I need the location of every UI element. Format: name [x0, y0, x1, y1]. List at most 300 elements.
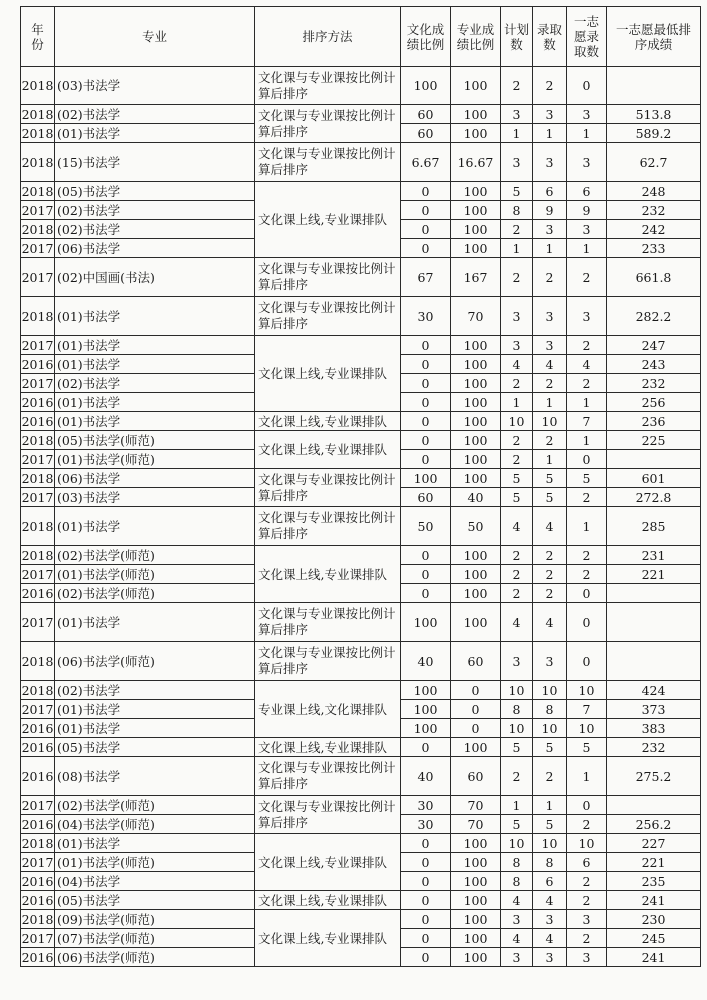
culture-ratio-cell: 0 — [401, 182, 451, 201]
min-score-cell: 221 — [607, 853, 701, 872]
first-choice-cell: 5 — [567, 738, 607, 757]
table-row — [21, 143, 701, 182]
major-cell: (01)书法学 — [55, 355, 255, 374]
culture-ratio-cell: 100 — [401, 700, 451, 719]
major-ratio-cell: 100 — [451, 450, 501, 469]
plan-cell: 8 — [501, 853, 533, 872]
admitted-cell: 1 — [533, 124, 567, 143]
first-choice-cell: 1 — [567, 757, 607, 796]
admitted-cell: 5 — [533, 469, 567, 488]
culture-ratio-cell: 30 — [401, 297, 451, 336]
culture-ratio-cell: 40 — [401, 642, 451, 681]
min-score-cell: 232 — [607, 738, 701, 757]
first-choice-cell: 3 — [567, 910, 607, 929]
min-score-cell — [607, 584, 701, 603]
year-cell: 2017 — [21, 854, 54, 870]
plan-cell: 8 — [501, 201, 533, 220]
year-cell: 2018 — [21, 143, 55, 182]
plan-cell: 5 — [501, 469, 533, 488]
first-choice-cell: 6 — [567, 182, 607, 201]
admitted-cell: 2 — [533, 584, 567, 603]
year-cell: 2018 — [21, 432, 54, 448]
major-ratio-cell: 0 — [451, 700, 501, 719]
culture-ratio-cell: 0 — [401, 336, 451, 355]
year-cell: 2017 — [21, 202, 54, 218]
admitted-cell: 10 — [533, 834, 567, 853]
admitted-cell: 2 — [533, 565, 567, 584]
table-row — [21, 105, 701, 124]
major-ratio-cell: 100 — [451, 182, 501, 201]
year-cell: 2018 — [21, 67, 55, 105]
table-row — [21, 642, 701, 681]
major-cell: (05)书法学 — [55, 738, 255, 757]
first-choice-cell: 1 — [567, 393, 607, 412]
year-cell: 2016 — [21, 873, 54, 889]
plan-cell: 4 — [501, 891, 533, 910]
major-ratio-cell: 100 — [451, 431, 501, 450]
major-ratio-cell: 60 — [451, 757, 501, 796]
header-major-ratio: 专业成绩比例 — [451, 7, 501, 67]
culture-ratio-cell: 40 — [401, 757, 451, 796]
major-ratio-cell: 100 — [451, 393, 501, 412]
min-score-cell: 230 — [607, 910, 701, 929]
min-score-cell: 232 — [607, 201, 701, 220]
plan-cell: 10 — [501, 412, 533, 431]
method-cell: 文化课与专业课按比例计算后排序 — [255, 258, 401, 297]
major-ratio-cell: 100 — [451, 67, 501, 105]
year-cell: 2018 — [21, 911, 54, 927]
method-cell: 文化课上线,专业课排队 — [255, 431, 401, 469]
method-cell: 文化课与专业课按比例计算后排序 — [255, 67, 401, 105]
method-cell: 文化课与专业课按比例计算后排序 — [255, 469, 401, 507]
admitted-cell: 3 — [533, 642, 567, 681]
year-cell: 2018 — [21, 221, 54, 237]
major-ratio-cell: 100 — [451, 546, 501, 565]
major-ratio-cell: 70 — [451, 815, 501, 834]
min-score-cell — [607, 796, 701, 815]
major-cell: (01)书法学 — [55, 412, 255, 431]
first-choice-cell: 2 — [567, 565, 607, 584]
culture-ratio-cell: 100 — [401, 681, 451, 700]
min-score-cell: 243 — [607, 355, 701, 374]
major-ratio-cell: 100 — [451, 948, 501, 967]
plan-cell: 5 — [501, 488, 533, 507]
major-ratio-cell: 100 — [451, 910, 501, 929]
major-ratio-cell: 60 — [451, 642, 501, 681]
major-cell: (06)书法学 — [55, 239, 255, 258]
first-choice-cell: 9 — [567, 201, 607, 220]
plan-cell: 5 — [501, 738, 533, 757]
min-score-cell: 275.2 — [607, 757, 701, 796]
major-cell: (02)书法学(师范) — [55, 584, 255, 603]
admitted-cell: 3 — [533, 220, 567, 239]
admitted-cell: 3 — [533, 336, 567, 355]
plan-cell: 4 — [501, 355, 533, 374]
admitted-cell: 1 — [533, 450, 567, 469]
plan-cell: 8 — [501, 872, 533, 891]
admitted-cell: 2 — [533, 67, 567, 105]
admitted-cell: 3 — [533, 910, 567, 929]
major-cell: (07)书法学(师范) — [55, 929, 255, 948]
first-choice-cell: 3 — [567, 105, 607, 124]
major-ratio-cell: 100 — [451, 355, 501, 374]
min-score-cell — [607, 603, 701, 642]
method-cell: 文化课与专业课按比例计算后排序 — [255, 143, 401, 182]
min-score-cell — [607, 67, 701, 105]
culture-ratio-cell: 0 — [401, 393, 451, 412]
min-score-cell: 232 — [607, 374, 701, 393]
plan-cell: 2 — [501, 584, 533, 603]
culture-ratio-cell: 50 — [401, 507, 451, 546]
plan-cell: 3 — [501, 910, 533, 929]
culture-ratio-cell: 0 — [401, 546, 451, 565]
admitted-cell: 6 — [533, 182, 567, 201]
year-cell: 2018 — [21, 835, 54, 851]
first-choice-cell: 2 — [567, 374, 607, 393]
major-ratio-cell: 0 — [451, 719, 501, 738]
major-cell: (01)书法学 — [55, 124, 255, 143]
major-ratio-cell: 100 — [451, 124, 501, 143]
first-choice-cell: 3 — [567, 297, 607, 336]
header-method: 排序方法 — [255, 7, 401, 67]
first-choice-cell: 0 — [567, 450, 607, 469]
admitted-cell: 8 — [533, 700, 567, 719]
culture-ratio-cell: 0 — [401, 431, 451, 450]
admission-table — [20, 6, 701, 967]
major-cell: (03)书法学 — [55, 67, 255, 105]
table-row — [21, 258, 701, 297]
major-ratio-cell: 100 — [451, 469, 501, 488]
table-row — [21, 67, 701, 105]
major-ratio-cell: 40 — [451, 488, 501, 507]
admitted-cell: 3 — [533, 297, 567, 336]
first-choice-cell: 1 — [567, 431, 607, 450]
first-choice-cell: 7 — [567, 700, 607, 719]
table-row — [21, 297, 701, 336]
min-score-cell: 227 — [607, 834, 701, 853]
year-cell: 2017 — [21, 603, 55, 642]
major-cell: (01)书法学(师范) — [55, 853, 255, 872]
major-cell: (01)书法学(师范) — [55, 450, 255, 469]
major-cell: (01)书法学 — [55, 719, 255, 738]
admitted-cell: 5 — [533, 488, 567, 507]
table-row — [21, 681, 701, 700]
year-cell: 2016 — [21, 739, 54, 755]
culture-ratio-cell: 0 — [401, 355, 451, 374]
culture-ratio-cell: 6.67 — [401, 143, 451, 182]
plan-cell: 3 — [501, 143, 533, 182]
method-cell: 文化课与专业课按比例计算后排序 — [255, 297, 401, 336]
year-cell: 2016 — [21, 892, 54, 908]
major-ratio-cell: 70 — [451, 297, 501, 336]
method-cell: 专业课上线,文化课排队 — [255, 681, 401, 738]
first-choice-cell: 1 — [567, 507, 607, 546]
min-score-cell: 242 — [607, 220, 701, 239]
table-row — [21, 603, 701, 642]
culture-ratio-cell: 0 — [401, 220, 451, 239]
major-cell: (05)书法学 — [55, 182, 255, 201]
first-choice-cell: 3 — [567, 948, 607, 967]
culture-ratio-cell: 60 — [401, 105, 451, 124]
table-row — [21, 336, 701, 355]
year-cell: 2018 — [21, 682, 54, 698]
culture-ratio-cell: 0 — [401, 201, 451, 220]
header-culture-ratio: 文化成绩比例 — [401, 7, 451, 67]
first-choice-cell: 6 — [567, 853, 607, 872]
method-cell: 文化课上线,专业课排队 — [255, 412, 401, 431]
admitted-cell: 4 — [533, 355, 567, 374]
first-choice-cell: 7 — [567, 412, 607, 431]
plan-cell: 4 — [501, 507, 533, 546]
year-cell: 2018 — [21, 470, 54, 486]
culture-ratio-cell: 30 — [401, 796, 451, 815]
min-score-cell: 285 — [607, 507, 701, 546]
header-row — [21, 7, 701, 67]
admitted-cell: 8 — [533, 853, 567, 872]
year-cell: 2018 — [21, 183, 54, 199]
min-score-cell: 256.2 — [607, 815, 701, 834]
first-choice-cell: 2 — [567, 891, 607, 910]
major-cell: (02)书法学 — [55, 220, 255, 239]
first-choice-cell: 3 — [567, 143, 607, 182]
major-cell: (15)书法学 — [55, 143, 255, 182]
min-score-cell: 272.8 — [607, 488, 701, 507]
min-score-cell: 241 — [607, 891, 701, 910]
plan-cell: 5 — [501, 182, 533, 201]
plan-cell: 1 — [501, 124, 533, 143]
plan-cell: 10 — [501, 834, 533, 853]
admitted-cell: 2 — [533, 431, 567, 450]
year-cell: 2018 — [21, 106, 54, 122]
major-ratio-cell: 100 — [451, 336, 501, 355]
min-score-cell: 231 — [607, 546, 701, 565]
year-cell: 2016 — [21, 949, 54, 965]
culture-ratio-cell: 0 — [401, 565, 451, 584]
header-year: 年份 — [21, 7, 55, 67]
min-score-cell: 373 — [607, 700, 701, 719]
min-score-cell: 248 — [607, 182, 701, 201]
first-choice-cell: 5 — [567, 469, 607, 488]
min-score-cell: 661.8 — [607, 258, 701, 297]
plan-cell: 2 — [501, 565, 533, 584]
min-score-cell: 601 — [607, 469, 701, 488]
plan-cell: 1 — [501, 239, 533, 258]
culture-ratio-cell: 0 — [401, 853, 451, 872]
first-choice-cell: 2 — [567, 929, 607, 948]
admitted-cell: 3 — [533, 948, 567, 967]
min-score-cell: 225 — [607, 431, 701, 450]
culture-ratio-cell: 100 — [401, 67, 451, 105]
major-ratio-cell: 100 — [451, 220, 501, 239]
year-cell: 2018 — [21, 297, 55, 336]
admission-table-sheet — [20, 6, 701, 967]
culture-ratio-cell: 60 — [401, 488, 451, 507]
major-cell: (01)书法学 — [55, 336, 255, 355]
admitted-cell: 2 — [533, 546, 567, 565]
culture-ratio-cell: 0 — [401, 929, 451, 948]
plan-cell: 1 — [501, 393, 533, 412]
major-cell: (01)书法学 — [55, 700, 255, 719]
min-score-cell: 383 — [607, 719, 701, 738]
major-cell: (06)书法学(师范) — [55, 948, 255, 967]
culture-ratio-cell: 100 — [401, 469, 451, 488]
year-cell: 2017 — [21, 258, 55, 297]
year-cell: 2016 — [21, 816, 54, 832]
method-cell: 文化课上线,专业课排队 — [255, 182, 401, 258]
major-ratio-cell: 100 — [451, 853, 501, 872]
year-cell: 2018 — [21, 642, 55, 681]
major-ratio-cell: 100 — [451, 105, 501, 124]
first-choice-cell: 2 — [567, 815, 607, 834]
table-row — [21, 431, 701, 450]
year-cell: 2018 — [21, 507, 55, 546]
major-cell: (04)书法学 — [55, 872, 255, 891]
table-row — [21, 910, 701, 929]
min-score-cell: 256 — [607, 393, 701, 412]
major-cell: (01)书法学 — [55, 507, 255, 546]
major-ratio-cell: 100 — [451, 738, 501, 757]
min-score-cell: 233 — [607, 239, 701, 258]
admitted-cell: 2 — [533, 374, 567, 393]
table-row — [21, 507, 701, 546]
first-choice-cell: 0 — [567, 796, 607, 815]
first-choice-cell: 2 — [567, 258, 607, 297]
method-cell: 文化课上线,专业课排队 — [255, 891, 401, 910]
plan-cell: 3 — [501, 948, 533, 967]
admitted-cell: 9 — [533, 201, 567, 220]
culture-ratio-cell: 30 — [401, 815, 451, 834]
year-cell: 2017 — [21, 797, 54, 813]
year-cell: 2017 — [21, 451, 54, 467]
first-choice-cell: 2 — [567, 546, 607, 565]
first-choice-cell: 3 — [567, 220, 607, 239]
plan-cell: 2 — [501, 450, 533, 469]
plan-cell: 5 — [501, 815, 533, 834]
first-choice-cell: 2 — [567, 872, 607, 891]
culture-ratio-cell: 100 — [401, 603, 451, 642]
major-cell: (05)书法学 — [55, 891, 255, 910]
year-cell: 2016 — [21, 720, 54, 736]
major-ratio-cell: 100 — [451, 872, 501, 891]
year-cell: 2016 — [21, 394, 54, 410]
plan-cell: 4 — [501, 603, 533, 642]
major-cell: (02)书法学 — [55, 105, 255, 124]
culture-ratio-cell: 0 — [401, 374, 451, 393]
plan-cell: 2 — [501, 546, 533, 565]
table-row — [21, 546, 701, 565]
method-cell: 文化课与专业课按比例计算后排序 — [255, 507, 401, 546]
admitted-cell: 4 — [533, 603, 567, 642]
method-cell: 文化课上线,专业课排队 — [255, 336, 401, 412]
min-score-cell: 235 — [607, 872, 701, 891]
first-choice-cell: 10 — [567, 834, 607, 853]
major-cell: (06)书法学(师范) — [55, 642, 255, 681]
culture-ratio-cell: 0 — [401, 239, 451, 258]
culture-ratio-cell: 100 — [401, 719, 451, 738]
admitted-cell: 4 — [533, 891, 567, 910]
admitted-cell: 5 — [533, 738, 567, 757]
table-row — [21, 412, 701, 431]
admitted-cell: 10 — [533, 681, 567, 700]
plan-cell: 3 — [501, 336, 533, 355]
major-cell: (09)书法学(师范) — [55, 910, 255, 929]
header-admitted: 录取数 — [533, 7, 567, 67]
admitted-cell: 4 — [533, 929, 567, 948]
culture-ratio-cell: 0 — [401, 738, 451, 757]
major-ratio-cell: 100 — [451, 891, 501, 910]
year-cell: 2017 — [21, 930, 54, 946]
major-ratio-cell: 100 — [451, 239, 501, 258]
major-cell: (02)中国画(书法) — [55, 258, 255, 297]
year-cell: 2017 — [21, 240, 54, 256]
plan-cell: 3 — [501, 297, 533, 336]
min-score-cell: 62.7 — [607, 143, 701, 182]
year-cell: 2017 — [21, 375, 54, 391]
min-score-cell: 282.2 — [607, 297, 701, 336]
culture-ratio-cell: 0 — [401, 412, 451, 431]
first-choice-cell: 10 — [567, 719, 607, 738]
year-cell: 2016 — [21, 356, 54, 372]
major-ratio-cell: 100 — [451, 603, 501, 642]
min-score-cell: 589.2 — [607, 124, 701, 143]
min-score-cell — [607, 642, 701, 681]
plan-cell: 2 — [501, 67, 533, 105]
major-ratio-cell: 50 — [451, 507, 501, 546]
major-ratio-cell: 100 — [451, 584, 501, 603]
culture-ratio-cell: 67 — [401, 258, 451, 297]
min-score-cell: 236 — [607, 412, 701, 431]
year-cell: 2017 — [21, 701, 54, 717]
admitted-cell: 4 — [533, 507, 567, 546]
header-first-choice: 一志愿录取数 — [567, 7, 607, 67]
admitted-cell: 1 — [533, 393, 567, 412]
year-cell: 2017 — [21, 489, 54, 505]
major-cell: (02)书法学 — [55, 681, 255, 700]
culture-ratio-cell: 0 — [401, 450, 451, 469]
method-cell: 文化课与专业课按比例计算后排序 — [255, 757, 401, 796]
major-cell: (01)书法学 — [55, 834, 255, 853]
first-choice-cell: 10 — [567, 681, 607, 700]
method-cell: 文化课与专业课按比例计算后排序 — [255, 642, 401, 681]
table-row — [21, 834, 701, 853]
major-cell: (01)书法学(师范) — [55, 565, 255, 584]
min-score-cell: 245 — [607, 929, 701, 948]
major-cell: (08)书法学 — [55, 757, 255, 796]
year-cell: 2018 — [21, 125, 54, 141]
table-row — [21, 182, 701, 201]
method-cell: 文化课上线,专业课排队 — [255, 910, 401, 967]
major-cell: (01)书法学 — [55, 603, 255, 642]
header-min-score: 一志愿最低排序成绩 — [607, 7, 701, 67]
year-cell: 2016 — [21, 585, 54, 601]
year-cell: 2018 — [21, 547, 54, 563]
major-ratio-cell: 100 — [451, 565, 501, 584]
major-ratio-cell: 100 — [451, 201, 501, 220]
first-choice-cell: 0 — [567, 603, 607, 642]
first-choice-cell: 4 — [567, 355, 607, 374]
admitted-cell: 3 — [533, 105, 567, 124]
min-score-cell: 247 — [607, 336, 701, 355]
major-cell: (05)书法学(师范) — [55, 431, 255, 450]
major-ratio-cell: 16.67 — [451, 143, 501, 182]
plan-cell: 3 — [501, 642, 533, 681]
culture-ratio-cell: 0 — [401, 910, 451, 929]
major-cell: (03)书法学 — [55, 488, 255, 507]
major-cell: (02)书法学 — [55, 374, 255, 393]
method-cell: 文化课与专业课按比例计算后排序 — [255, 603, 401, 642]
major-ratio-cell: 100 — [451, 412, 501, 431]
method-cell: 文化课上线,专业课排队 — [255, 834, 401, 891]
